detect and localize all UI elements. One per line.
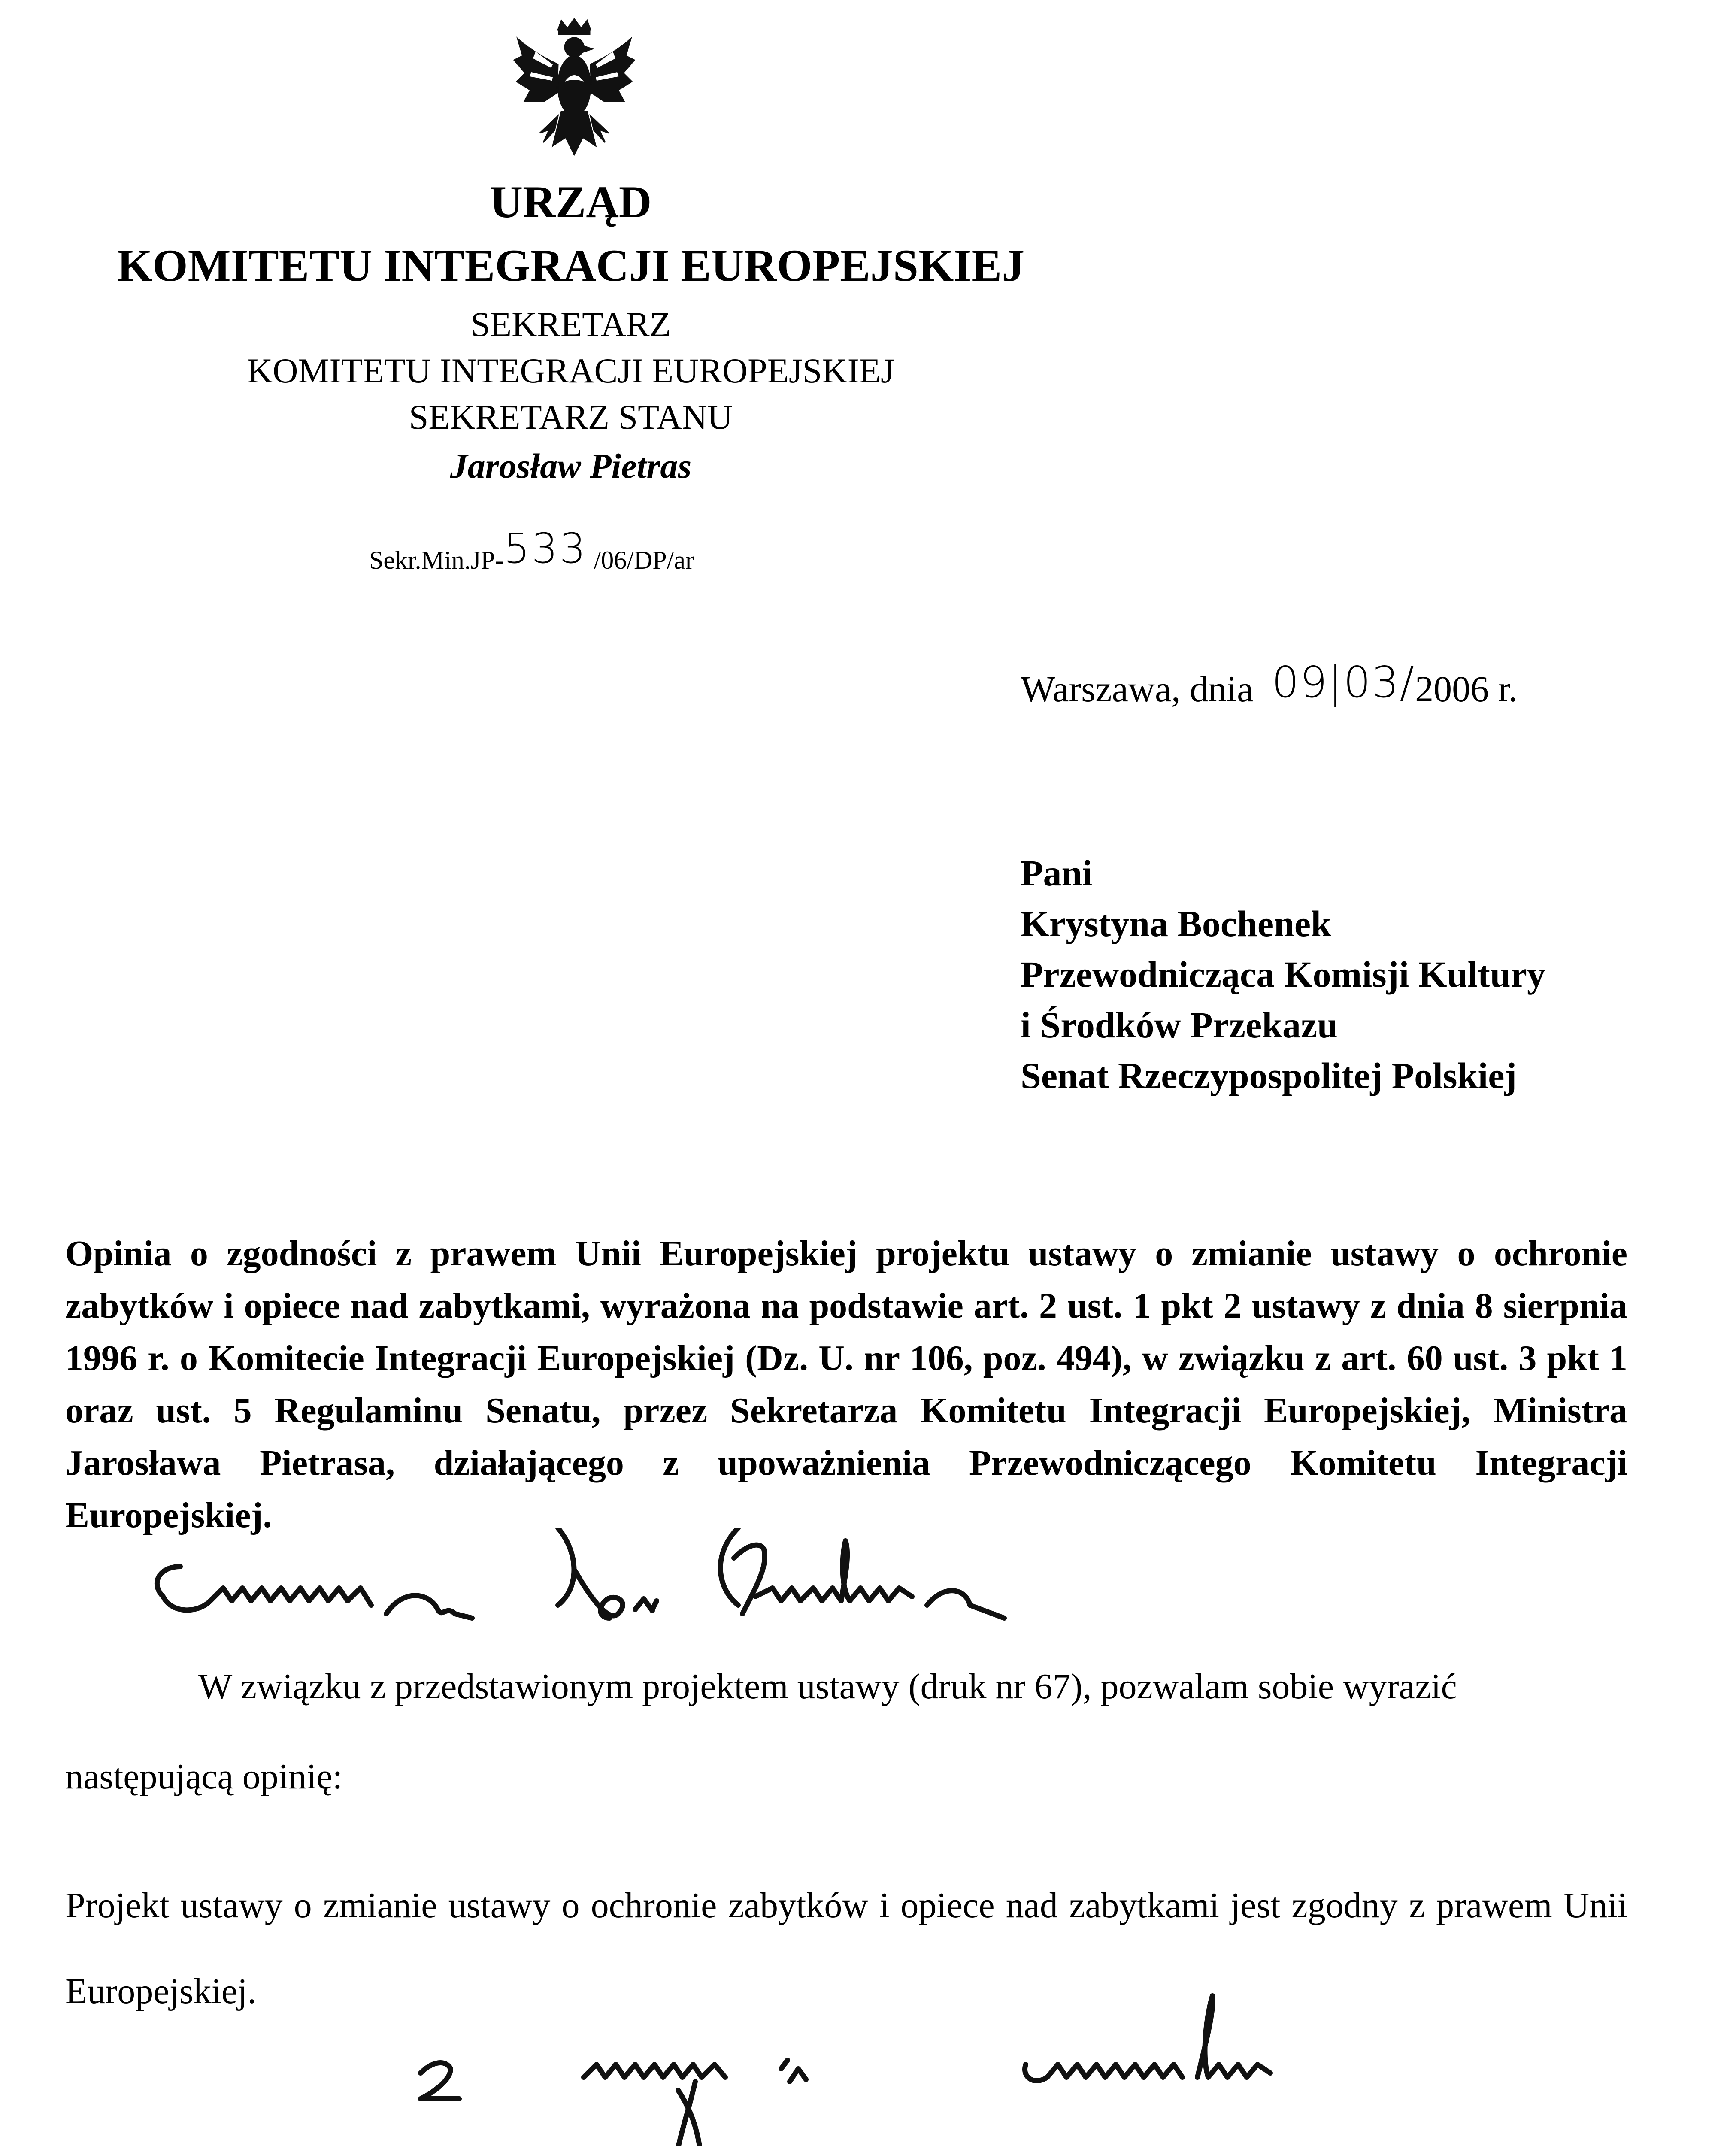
opinion-subject: Opinia o zgodności z prawem Unii Europejskiej projektu ustawy o zmianie ustawy o ochronie zabytków i opiece nad zabytkami, wyrażona na podstawie art. 2 ust. 1 pkt 2 ustawy z dnia 8 sierpnia 1996 r. o Komitecie Integracji Europejskiej (Dz. U. nr 106, poz. 494), w związku z art. 60 ust. 3 pkt 1 oraz ust. 5 Regulaminu Senatu, przez Sekretarza Komitetu Integracji Europejskiej, Ministra Jarosława Pietrasa, działającego z upoważnienia Przewodniczącego Komitetu Integracji Europejskiej. [65,1234,1627,1535]
addressee-line: Senat Rzeczypospolitej Polskiej [1021,1055,1517,1096]
polish-eagle-emblem [510,17,639,185]
body-paragraph-1: W związku z przedstawionym projektem ustawy (druk nr 67), pozwalam sobie wyrazić [198,1667,1457,1706]
office-name: KOMITETU INTEGRACJI EUROPEJSKIEJ [117,240,1025,291]
addressee-line: i Środków Przekazu [1021,1004,1338,1046]
reference-suffix: /06/DP/ar [594,546,694,574]
role-line-3: SEKRETARZ STANU [409,397,733,436]
body-paragraph-2: Projekt ustawy o zmianie ustawy o ochronie zabytków i opiece nad zabytkami jest zgodny z prawem Unii Europejskiej. [65,1885,1627,2011]
addressee-block [1021,848,1545,1101]
secretary-name: Jarosław Pietras [450,446,692,485]
date-place-label: Warszawa, dnia [1021,668,1254,709]
addressee-line: Krystyna Bochenek [1021,903,1331,944]
body-paragraph-1-continuation: następującą opinię: [65,1757,343,1797]
reference-handwritten-number: 533 [503,524,588,573]
role-line-2: KOMITETU INTEGRACJI EUROPEJSKIEJ [247,351,894,390]
office-title: URZĄD [490,177,652,227]
reference-prefix: Sekr.Min.JP- [369,546,504,574]
role-line-1: SEKRETARZ [470,305,671,344]
date-year: 2006 r. [1415,668,1518,709]
date-handwritten-day-month: 09|03/ [1272,657,1415,707]
date-line [1021,657,1518,712]
addressee-line: Pani [1021,852,1093,894]
reference-number [369,524,694,579]
addressee-line: Przewodnicząca Komisji Kultury [1021,954,1545,995]
handwritten-closing [412,1991,1451,2146]
handwritten-salutation [146,1528,1391,1665]
